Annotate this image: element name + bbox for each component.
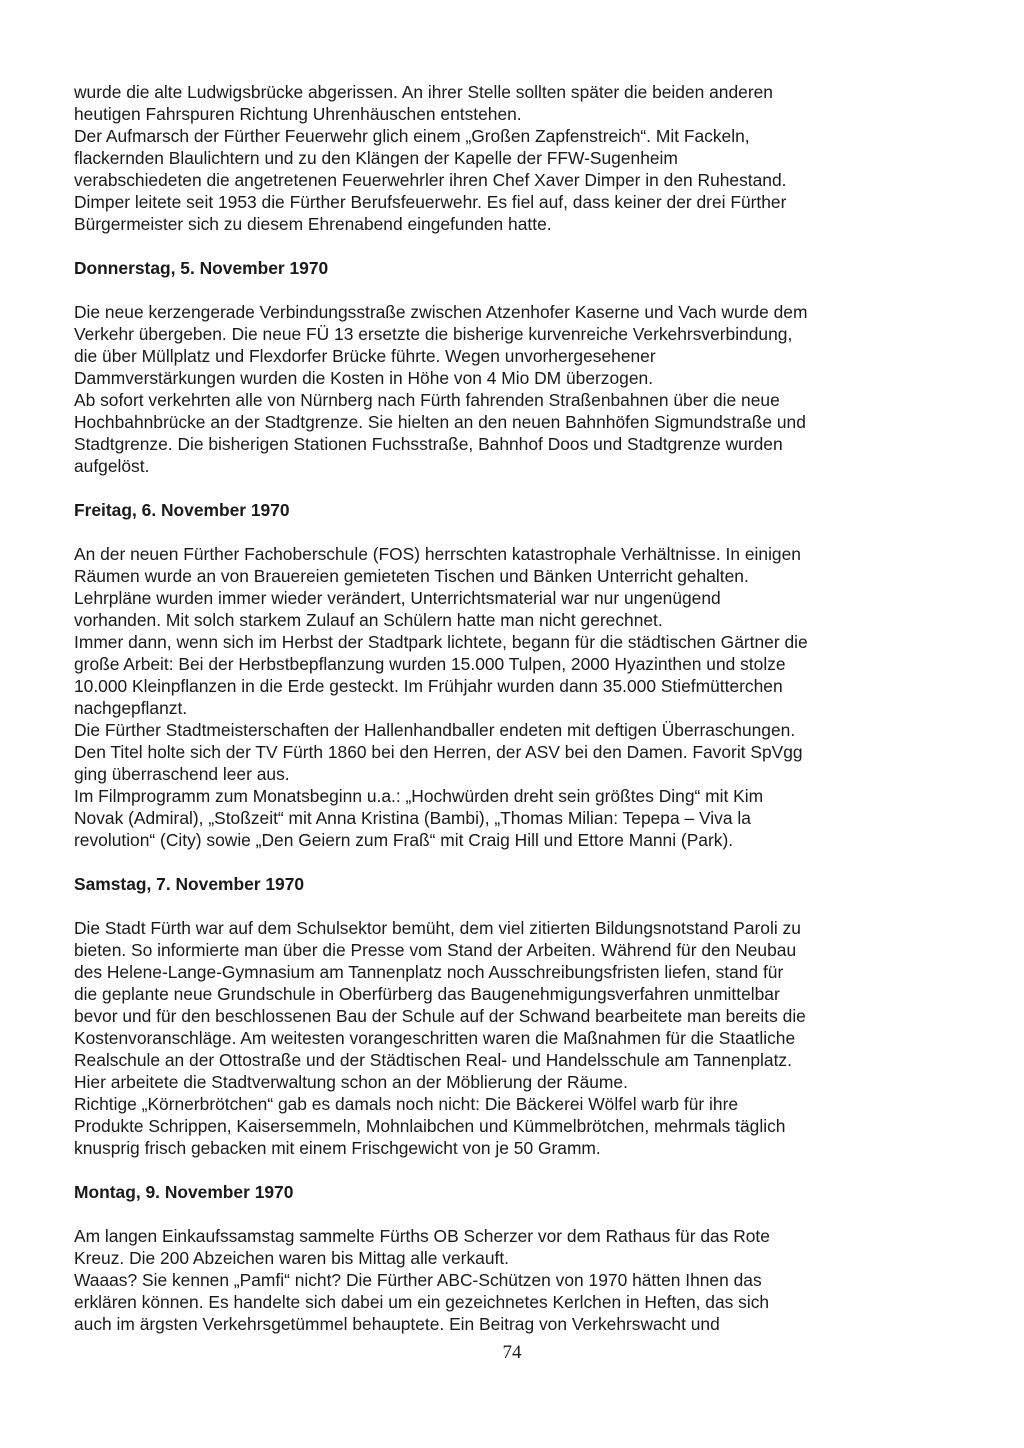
page-number: 74 (502, 1342, 522, 1363)
document-page (74, 81, 884, 1335)
section-heading-saturday: Samstag, 7. November 1970 (74, 874, 305, 894)
section-heading-monday: Montag, 9. November 1970 (74, 1182, 294, 1202)
section-text-monday: Am langen Einkaufssamstag sammelte Fürths OB Scherzer vor dem Rathaus für das Rote Kreuz. Die 200 Abzeichen waren bis Mittag alle verkauft. Waaas? Sie kennen „Pamfi“ nicht? Die Fürther ABC-Schützen von 1970 hätten Ihnen das erklären können. Es handelte sich dabei um ein gezeichnetes Kerlchen in Heften, das sich auch im ärgsten Verkehrsgetümmel behauptete. Ein Beitrag von Verkehrswacht und (74, 1226, 770, 1334)
section-text-saturday: Die Stadt Fürth war auf dem Schulsektor bemüht, dem viel zitierten Bildungsnotstand Paroli zu bieten. So informierte man über die Presse vom Stand der Arbeiten. Während für den Neubau des Helene-Lange-Gymnasium am Tannenplatz noch Ausschreibungsfristen liefen, stand für die geplante neue Grundschule in Oberfürberg das Baugenehmigungsverfahren unmittelbar bevor und für den beschlossenen Bau der Schule auf der Schwand bearbeitete man bereits die Kostenvoranschläge. Am weitesten vorangeschritten waren die Maßnahmen für die Staatliche Realschule an der Ottostraße und der Städtischen Real- und Handelsschule am Tannenplatz. Hier arbeitete die Stadtverwaltung schon an der Möblierung der Räume. Richtige „Körnerbrötchen“ gab es damals noch nicht: Die Bäckerei Wölfel warb für ihre Produkte Schrippen, Kaisersemmeln, Mohnlaibchen und Kümmelbrötchen, mehrmals täglich knusprig frisch gebacken mit einem Frischgewicht von je 50 Gramm. (74, 918, 806, 1158)
section-text-thursday: Die neue kerzengerade Verbindungsstraße zwischen Atzenhofer Kaserne und Vach wurde dem Verkehr übergeben. Die neue FÜ 13 ersetzte die bisherige kurvenreiche Verkehrsverbindung, die über Müllplatz und Flexdorfer Brücke führte. Wegen unvorhergesehener Dammverstärkungen wurden die Kosten in Höhe von 4 Mio DM überzogen. Ab sofort verkehrten alle von Nürnberg nach Fürth fahrenden Straßenbahnen über die neue Hochbahnbrücke an der Stadtgrenze. Sie hielten an den neuen Bahnhöfen Sigmundstraße und Stadtgrenze. Die bisherigen Stationen Fuchsstraße, Bahnhof Doos und Stadtgrenze wurden aufgelöst. (74, 302, 808, 476)
section-heading-friday: Freitag, 6. November 1970 (74, 500, 290, 520)
intro-paragraph: wurde die alte Ludwigsbrücke abgerissen. An ihrer Stelle sollten später die beiden anderen heutigen Fahrspuren Richtung Uhrenhäuschen entstehen. Der Aufmarsch der Fürther Feuerwehr glich einem „Großen Zapfenstreich“. Mit Fackeln, flackernden Blaulichtern und zu den Klängen der Kapelle der FFW-Sugenheim verabschiedeten die angetretenen Feuerwehrler ihren Chef Xaver Dimper in den Ruhestand. Dimper leitete seit 1953 die Fürther Berufsfeuerwehr. Es fiel auf, dass keiner der drei Fürther Bürgermeister sich zu diesem Ehrenabend eingefunden hatte. (74, 82, 787, 234)
section-heading-thursday: Donnerstag, 5. November 1970 (74, 258, 329, 278)
section-text-friday: An der neuen Fürther Fachoberschule (FOS) herrschten katastrophale Verhältnisse. In einigen Räumen wurde an von Brauereien gemieteten Tischen und Bänken Unterricht gehalten. Lehrpläne wurden immer wieder verändert, Unterrichtsmaterial war nur ungenügend vorhanden. Mit solch starkem Zulauf an Schülern hatte man nicht gerechnet. Immer dann, wenn sich im Herbst der Stadtpark lichtete, begann für die städtischen Gärtner die große Arbeit: Bei der Herbstbepflanzung wurden 15.000 Tulpen, 2000 Hyazinthen und stolze 10.000 Kleinpflanzen in die Erde gesteckt. Im Frühjahr wurden dann 35.000 Stiefmütterchen nachgepflanzt. Die Fürther Stadtmeisterschaften der Hallenhandballer endeten mit deftigen Überraschungen. Den Titel holte sich der TV Fürth 1860 bei den Herren, der ASV bei den Damen. Favorit SpVgg ging überraschend leer aus. Im Filmprogramm zum Monatsbeginn u.a.: „Hochwürden dreht sein größtes Ding“ mit Kim Novak (Admiral), „Stoßzeit“ mit Anna Kristina (Bambi), „Thomas Milian: Tepepa – Viva la revolution“ (City) sowie „Den Geiern zum Fraß“ mit Craig Hill und Ettore Manni (Park). (74, 544, 808, 850)
